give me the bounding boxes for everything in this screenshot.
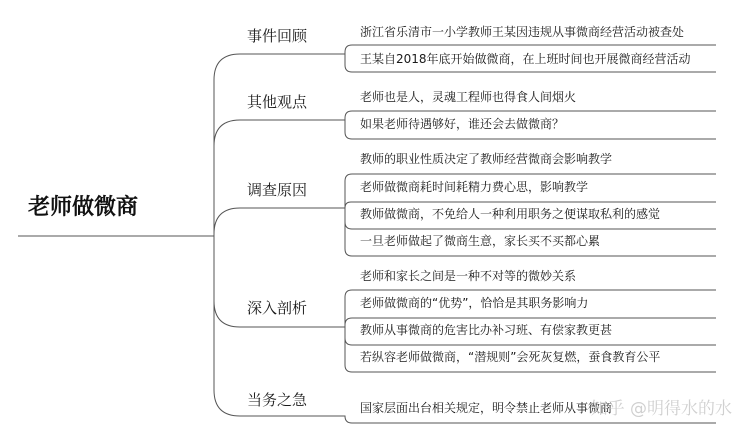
leaf-label: 国家层面出台相关规定，明令禁止老师从事微商	[360, 401, 613, 415]
leaf-label: 一旦老师做起了微商生意，家长买不买都心累	[360, 234, 601, 248]
leaf-label: 老师做微商耗时间耗精力费心思，影响教学	[360, 180, 589, 194]
leaf-label: 如果老师待遇够好，谁还会去做微商？	[360, 117, 565, 131]
branch-label: 当务之急	[247, 391, 308, 409]
root-node-label: 老师做微商	[28, 195, 139, 220]
leaf-label: 老师也是人，灵魂工程师也得食人间烟火	[360, 90, 577, 104]
leaf-label: 老师和家长之间是一种不对等的微妙关系	[360, 269, 577, 283]
watermark-label: 知乎 @明得水的水	[590, 399, 732, 419]
branch-connector	[208, 54, 338, 236]
leaf-label: 浙江省乐清市一小学教师王某因违规从事微商经营活动被查处	[360, 25, 685, 39]
branch-label: 事件回顾	[247, 27, 308, 45]
branch-label: 深入剖析	[247, 299, 308, 317]
branch-connector	[208, 120, 338, 236]
leaf-label: 老师做微商的“优势”，恰恰是其职务影响力	[360, 296, 589, 310]
branch-connector	[208, 208, 338, 236]
leaf-label: 王某自2018年底开始做微商，在上班时间也开展微商经营活动	[360, 52, 691, 66]
leaf-label: 教师从事微商的危害比办补习班、有偿家教更甚	[360, 323, 613, 337]
leaf-label: 教师做微商，不免给人一种利用职务之便谋取私利的感觉	[360, 207, 661, 221]
leaf-label: 教师的职业性质决定了教师经营微商会影响教学	[360, 152, 613, 166]
leaf-label: 若纵容老师做微商，“潜规则”会死灰复燃，蚕食教育公平	[360, 350, 661, 364]
branch-label: 其他观点	[247, 93, 308, 111]
branch-connector	[208, 236, 338, 416]
branch-label: 调查原因	[247, 181, 308, 199]
